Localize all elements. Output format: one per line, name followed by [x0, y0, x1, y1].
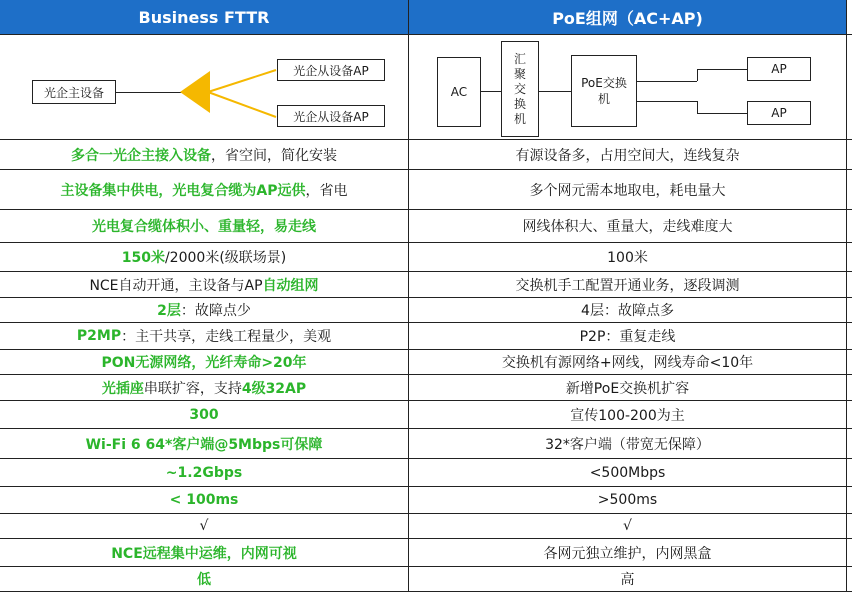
fttr-cell [0, 459, 409, 486]
fttr-cell [0, 429, 409, 458]
poe-cell: 32*客户端（带宽无保障） [409, 429, 847, 458]
link-line [539, 91, 571, 92]
highlight-text: < 100ms [169, 492, 239, 508]
highlight-text: 自动组网 [262, 277, 319, 294]
table-row [0, 323, 852, 350]
fttr-cell [0, 401, 409, 428]
fttr-cell [0, 210, 409, 242]
table-header-row [0, 0, 852, 35]
header-business-fttr: Business FTTR [0, 0, 409, 34]
agg-char: 聚 [513, 66, 526, 81]
fttr-cell [0, 170, 409, 209]
poe-cell: 4层：故障点多 [409, 298, 847, 322]
header-poe-network: PoE组网（AC+AP) [409, 0, 847, 34]
highlight-text: 光电复合缆体积小、重量轻，易走线 [92, 219, 316, 235]
poe-cell: 高 [409, 567, 847, 591]
table-row [0, 350, 852, 375]
optical-splitter-icon [180, 65, 280, 125]
ac-box: AC [437, 57, 481, 127]
table-row [0, 272, 852, 298]
link-line [481, 91, 501, 92]
highlight-text: 光插座 [101, 380, 144, 397]
link-line [637, 81, 697, 82]
fttr-diagram [0, 35, 409, 139]
poe-cell: 交换机手工配置开通业务，逐段调测 [409, 272, 847, 297]
highlight-text: P2MP [76, 328, 122, 344]
highlight-text: 主设备集中供电，光电复合缆为AP远供 [60, 182, 306, 199]
diagram-row [0, 35, 852, 140]
plain-text: NCE自动开通，主设备与AP [89, 277, 263, 294]
highlight-text: 2层 [157, 303, 181, 319]
ap-top-box: AP [747, 57, 811, 81]
poe-switch-box: PoE交换机 [571, 55, 637, 127]
table-row [0, 140, 852, 170]
fttr-cell [0, 487, 409, 513]
poe-cell: P2P：重复走线 [409, 323, 847, 349]
table-row [0, 539, 852, 567]
main-device-box: 光企主设备 [32, 80, 116, 104]
plain-text: /2000米(级联场景) [164, 250, 287, 266]
link-line [697, 101, 698, 113]
agg-char: 汇 [513, 51, 526, 66]
fttr-cell [0, 323, 409, 349]
highlight-text: 150米 [121, 250, 165, 266]
poe-cell: 有源设备多，占用空间大，连线复杂 [409, 140, 847, 169]
highlight-text: 低 [197, 572, 211, 588]
plain-text: √ [199, 518, 209, 534]
table-row [0, 298, 852, 323]
agg-char: 交 [513, 81, 526, 96]
table-row [0, 401, 852, 429]
highlight-text: 多合一光企主接入设备 [71, 147, 211, 164]
poe-cell: <500Mbps [409, 459, 847, 486]
poe-cell: 网线体积大、重量大，走线难度大 [409, 210, 847, 242]
link-line [637, 101, 697, 102]
highlight-text: 300 [189, 406, 219, 423]
agg-char: 换 [513, 96, 526, 111]
highlight-text: 4级32AP [241, 380, 307, 397]
fttr-cell [0, 350, 409, 374]
table-row [0, 487, 852, 514]
plain-text: ：主干共享，走线工程量少，美观 [121, 329, 332, 345]
poe-cell: >500ms [409, 487, 847, 513]
sub-ap-top-box: 光企从设备AP [277, 59, 385, 81]
table-row [0, 514, 852, 539]
fttr-cell [0, 375, 409, 400]
sub-ap-bottom-box: 光企从设备AP [277, 105, 385, 127]
plain-text: 串联扩容，支持 [143, 380, 242, 397]
poe-cell: 新增PoE交换机扩容 [409, 375, 847, 400]
fttr-cell [0, 272, 409, 297]
highlight-text: NCE远程集中运维，内网可视 [111, 545, 297, 562]
table-row [0, 375, 852, 401]
poe-cell: 宣传100-200为主 [409, 401, 847, 428]
aggregation-switch-box [501, 41, 539, 137]
table-row [0, 170, 852, 210]
link-line [697, 113, 747, 114]
fttr-cell [0, 140, 409, 169]
poe-cell: 交换机有源网络+网线，网线寿命<10年 [409, 350, 847, 374]
poe-cell: √ [409, 514, 847, 538]
poe-cell: 多个网元需本地取电，耗电量大 [409, 170, 847, 209]
plain-text: ，省电 [305, 182, 348, 199]
fttr-cell [0, 243, 409, 271]
fttr-cell [0, 567, 409, 591]
table-row [0, 567, 852, 592]
table-row [0, 243, 852, 272]
ap-bottom-box: AP [747, 101, 811, 125]
plain-text: ：故障点少 [180, 303, 251, 319]
plain-text: ，省空间，简化安装 [211, 147, 337, 164]
poe-diagram [409, 35, 847, 139]
link-line [697, 69, 747, 70]
table-row [0, 459, 852, 487]
link-line [697, 69, 698, 81]
table-row [0, 210, 852, 243]
fttr-cell [0, 514, 409, 538]
agg-char: 机 [513, 111, 526, 126]
highlight-text: PON无源网络，光纤寿命>20年 [101, 355, 307, 371]
fttr-cell [0, 539, 409, 566]
poe-cell: 100米 [409, 243, 847, 271]
table-row [0, 429, 852, 459]
poe-cell: 各网元独立维护，内网黑盒 [409, 539, 847, 566]
highlight-text: ~1.2Gbps [165, 464, 243, 481]
highlight-text: Wi-Fi 6 64*客户端@5Mbps可保障 [85, 436, 323, 453]
fttr-cell [0, 298, 409, 322]
